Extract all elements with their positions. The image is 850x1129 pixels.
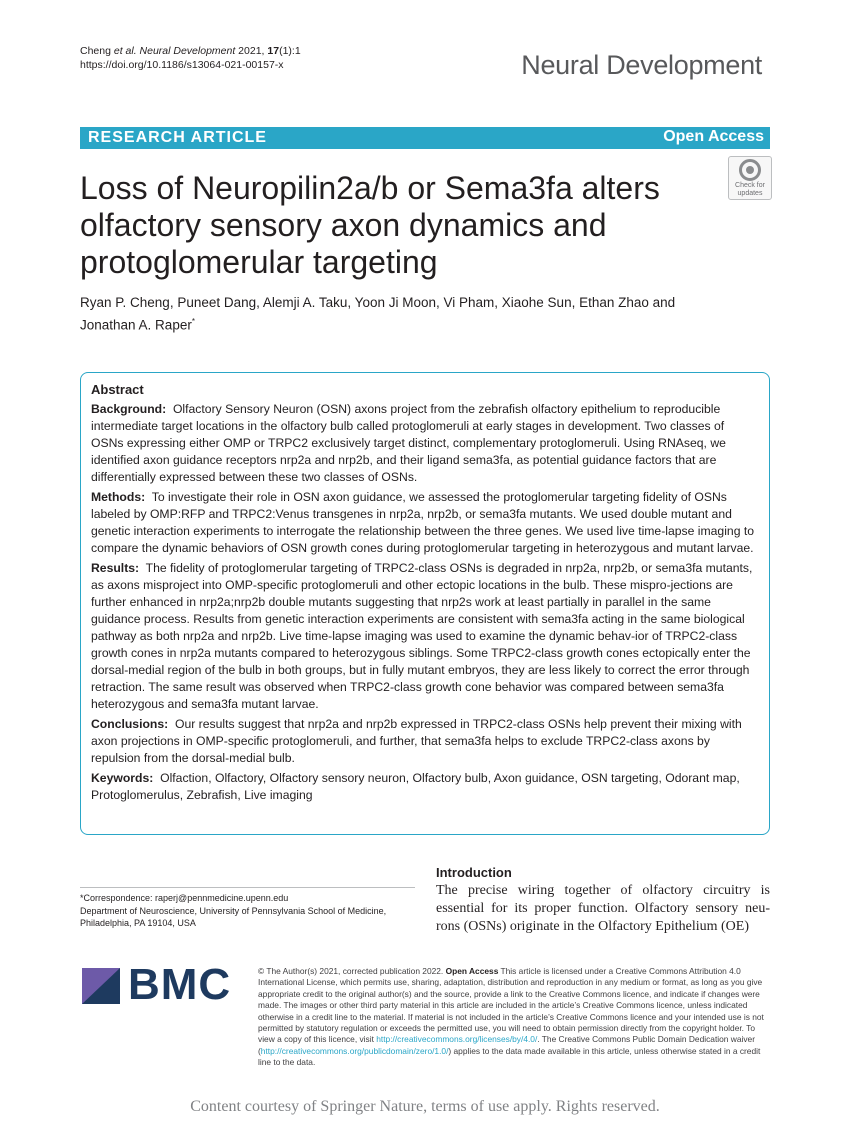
background-text: Olfactory Sensory Neuron (OSN) axons project from the zebrafish olfactory epithelium to reproducible intermediate target locations in the olfactory bulb called protoglomeruli at early stages in development. Two classes of OSNs expressing either OMP or TRPC2 exclusively target distinct, complementary protoglomeruli. Using RNAseq, we identified axon guidance receptors nrp2a and nrp2b, and their ligand sema3fa, as potential guidance factors that are differentially expressed between these two classes of OSNs. bbox=[91, 402, 726, 484]
license-text bbox=[258, 966, 770, 1069]
check-updates-label-2: updates bbox=[737, 190, 763, 197]
page-footer: Content courtesy of Springer Nature, terms of use apply. Rights reserved. bbox=[190, 1098, 660, 1115]
methods-text: To investigate their role in OSN axon guidance, we assessed the protoglomerular targeting fidelity of OSNs labeled by OMP:RFP and TRPC2:Venus transgenes in nrp2a, nrp2b, or sema3fa mutants. We used double mutant and genetic interaction experiments to interrogate the relationship between the three genes. We used live time-lapse imaging to compare the dynamic behaviors of OSN growth cones during protoglomerular targeting in heterozygous and mutant larvae. bbox=[91, 490, 755, 555]
check-for-updates-button[interactable] bbox=[728, 156, 772, 200]
cite-author: Cheng bbox=[80, 45, 114, 57]
correspondence-affiliation: Department of Neuroscience, University of Pennsylvania School of Medicine, Philadelphia, PA 19104, USA bbox=[80, 905, 387, 928]
author-list bbox=[80, 293, 730, 335]
cite-journal: et al. Neural Development bbox=[113, 45, 236, 57]
journal-name: Neural Development bbox=[521, 50, 762, 80]
license-part-3: . The Creative Commons Public Domain Dedication waiver ( bbox=[258, 1034, 755, 1056]
cite-volume: 17 bbox=[267, 45, 280, 57]
check-updates-icon bbox=[739, 159, 761, 181]
cite-issue: (1):1 bbox=[279, 45, 301, 57]
bmc-logo-text: BMC bbox=[128, 960, 232, 1009]
abstract-keywords bbox=[91, 770, 759, 804]
citation bbox=[80, 44, 301, 72]
abstract-box bbox=[80, 372, 770, 835]
check-updates-label: Check for bbox=[735, 182, 765, 189]
conclusions-label: Conclusions: bbox=[91, 717, 169, 731]
correspondence-email[interactable]: *Correspondence: raperj@pennmedicine.upenn.edu bbox=[80, 893, 289, 903]
license-open-access: Open Access bbox=[445, 966, 499, 976]
results-label: Results: bbox=[91, 561, 140, 575]
keywords-text: Olfaction, Olfactory, Olfactory sensory neuron, Olfactory bulb, Axon guidance, OSN targeting, Odorant map, Protoglomerulus, Zebrafish, Live imaging bbox=[91, 771, 740, 802]
abstract-conclusions bbox=[91, 716, 759, 767]
article-type: RESEARCH ARTICLE bbox=[88, 129, 267, 146]
introduction-text: The precise wiring together of olfactory circuitry is essential for its proper function. Olfactory sensory neu-rons (OSNs) originate in the Olfactory Epithelium (OE) bbox=[436, 883, 770, 934]
article-title: Loss of Neuropilin2a/b or Sema3fa alters olfactory sensory axon dynamics and protoglomerular targeting bbox=[80, 170, 660, 280]
correspondence-note bbox=[80, 887, 415, 930]
abstract-methods bbox=[91, 489, 759, 557]
article-banner bbox=[80, 127, 770, 149]
keywords-label: Keywords: bbox=[91, 771, 154, 785]
license-part-1: © The Author(s) 2021, corrected publication 2022. bbox=[258, 966, 446, 976]
bmc-logo-mark-icon bbox=[82, 968, 120, 1004]
background-label: Background: bbox=[91, 402, 167, 416]
abstract-results bbox=[91, 560, 759, 713]
corresponding-author-mark: * bbox=[191, 317, 195, 326]
open-access-label: Open Access bbox=[663, 128, 764, 145]
doi-link[interactable]: https://doi.org/10.1186/s13064-021-00157-x bbox=[80, 59, 284, 71]
authors-text: Ryan P. Cheng, Puneet Dang, Alemji A. Taku, Yoon Ji Moon, Vi Pham, Xiaohe Sun, Ethan Zhao and Jonathan A. Raper bbox=[80, 295, 676, 333]
abstract-heading: Abstract bbox=[91, 382, 144, 397]
cite-year: 2021, bbox=[235, 45, 268, 57]
license-part-2: This article is licensed under a Creative Commons Attribution 4.0 International License, which permits use, sharing, adaptation, distribution and reproduction in any medium or format, as long as you give appropriate credit to the original author(s) and the source, provide a link to the Creative Commons licence, and indicate if changes were made. The images or other third party material in this article are included in the article’s Creative Commons licence, unless indicated otherwise in a credit line to the material. If material is not included in the article’s Creative Commons licence and your intended use is not permitted by statutory regulation or exceeds the permitted use, you will need to obtain permission directly from the copyright holder. To view a copy of this licence, visit bbox=[258, 966, 764, 1045]
cc-zero-link[interactable]: http://creativecommons.org/publicdomain/zero/1.0/ bbox=[260, 1045, 449, 1056]
bmc-logo bbox=[82, 960, 242, 1009]
license-part-4: ) applies to the data made available in this article, unless otherwise stated in a credit line to the data. bbox=[258, 1045, 761, 1068]
methods-label: Methods: bbox=[91, 490, 146, 504]
cc-by-link[interactable]: http://creativecommons.org/licenses/by/4.0/ bbox=[376, 1034, 538, 1045]
abstract-background bbox=[91, 401, 759, 486]
introduction-heading: Introduction bbox=[436, 865, 512, 880]
results-text: The fidelity of protoglomerular targeting of TRPC2-class OSNs is degraded in nrp2a, nrp2b, or sema3fa mutants, as axons misproject into OMP-specific protoglomeruli and other ectopic locations in the bulb. These mispro-jections are further enhanced in nrp2a;nrp2b double mutants suggesting that nrp2s work at least partially in parallel in the same guidance process. Results from genetic interaction experiments are consistent with sema3fa acting in the same biological pathway as both nrp2a and nrp2b. Live time-lapse imaging was used to examine the dynamic behav-ior of TRPC2-class growth cones in nrp2a mutants compared to heterozygous siblings. Some TRPC2-class growth cones ectopically enter the dorsal-medial region of the bulb in both groups, but in fully mutant embryos, they are less likely to correct the error through retraction. The same result was observed when TRPC2-class growth cone behavior was compared between sema3fa heterozygous and sema3fa mutant larvae. bbox=[91, 561, 753, 711]
conclusions-text: Our results suggest that nrp2a and nrp2b expressed in TRPC2-class OSNs help prevent their mixing with axon projections in OMP-specific protoglomeruli, and further, that sema3fa helps to exclude TRPC2-class axons by repulsion from the dorsal-medial bulb. bbox=[91, 717, 742, 765]
